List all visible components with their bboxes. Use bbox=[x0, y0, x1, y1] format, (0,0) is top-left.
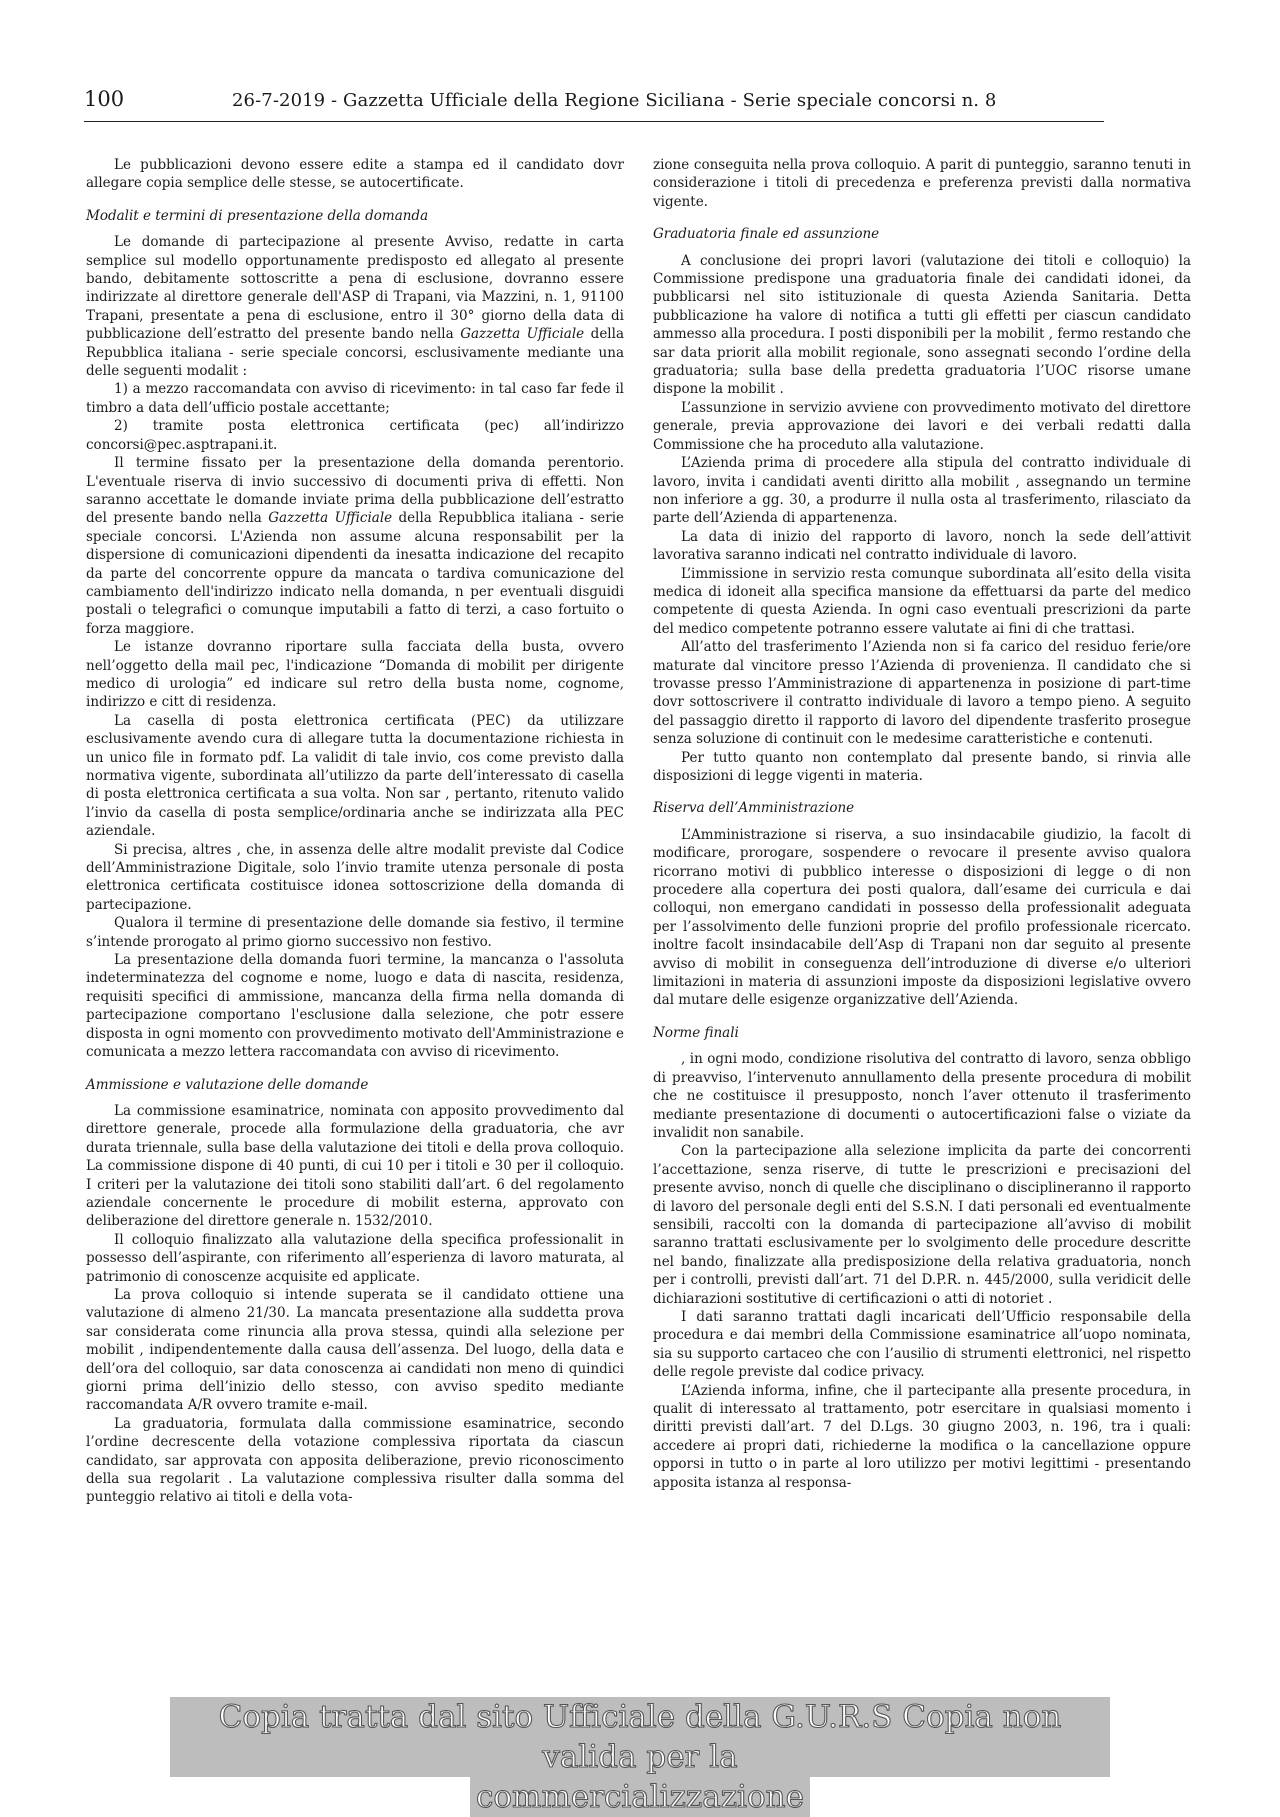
paragraph: Il colloquio finalizzato alla valutazione della specifica professionalit in possesso dell’aspirante, con riferimento all’esperienza di lavoro maturata, al patrimonio di conoscenze acquisite ed applicate. bbox=[86, 1231, 624, 1285]
paragraph: Le pubblicazioni devono essere edite a stampa ed il candidato dovr allegare copia semplice delle stesse, se autocertificate. bbox=[86, 157, 624, 192]
paragraph: La casella di posta elettronica certificata (PEC) da utilizzare esclusivamente avendo cura di allegare tutta la documentazione richiesta in un unico file in formato pdf. La validit di tale invio, cos come previsto dalla normativa vigente, subordinata all’utilizzo da parte dell’interessato di casella di posta elettronica certificata a sua volta. Non sar , pertanto, ritenuto valido l’invio da casella di posta semplice/ordinaria anche se indirizzata alla PEC aziendale. bbox=[86, 712, 624, 840]
paragraph: Qualora il termine di presentazione delle domande sia festivo, il termine s’intende prorogato al primo giorno successivo non festivo. bbox=[86, 915, 624, 950]
paragraph: La prova colloquio si intende superata se il candidato ottiene una valutazione di almeno 21/30. La mancata presentazione alla suddetta prova sar considerata come rinuncia alla prova stessa, quindi alla selezione per mobilit , indipendentemente dalla causa dell’assenza. Del luogo, della data e dell’ora del colloquio, sar data conoscenza ai candidati non meno di quindici giorni prima dell’inizio dello stesso, con avviso spedito mediante raccomandata A/R ovvero tramite e-mail. bbox=[86, 1286, 624, 1414]
gazette-title: 26-7-2019 - Gazzetta Ufficiale della Regione Siciliana - Serie speciale concorsi n. 8 bbox=[232, 90, 997, 111]
page-header bbox=[84, 87, 1104, 122]
paragraph: L’immissione in servizio resta comunque subordinata all’esito della visita medica di idoneit alla specifica mansione da effettuarsi da parte del medico competente di questa Azienda. In ogni caso eventuali prescrizioni da parte del medico competente potranno essere valutate ai fini di che trattasi. bbox=[653, 565, 1191, 637]
paragraph: Il termine fissato per la presentazione della domanda perentorio. L'eventuale riserva di invio successivo di documenti priva di effetti. Non saranno accettate le domande inviate prima della pubblicazione dell’estratto del presente bando nella Gazzetta Ufficiale della Repubblica italiana - serie speciale concorsi. L'Azienda non assume alcuna responsabilit per la dispersione di comunicazioni dipendenti da inesatta indicazione del recapito da parte del concorrente oppure da mancata o tardiva comunicazione del cambiamento dell'indirizzo indicato nella domanda, n per eventuali disguidi postali o telegrafici o comunque imputabili a fatto di terzi, a caso fortuito o forza maggiore. bbox=[86, 455, 625, 637]
paragraph: L’Azienda prima di procedere alla stipula del contratto individuale di lavoro, invita i candidati aventi diritto alla mobilit , assegnando un termine non inferiore a gg. 30, a produrre il nulla osta al trasferimento, rilasciato da parte dell’Azienda di appartenenza. bbox=[653, 455, 1191, 527]
paragraph: Le domande di partecipazione al presente Avviso, redatte in carta semplice sul modello opportunamente predisposto ed allegato al presente bando, debitamente sottoscritte a pena di esclusione, dovranno essere indirizzate al direttore generale dell'ASP di Trapani, via Mazzini, n. 1, 91100 Trapani, presentate a pena di esclusione, entro il 30° giorno della data di pubblicazione dell’estratto del presente bando nella Gazzetta Ufficiale della Repubblica italiana - serie speciale concorsi, esclusivamente mediante una delle seguenti modalit : bbox=[86, 234, 624, 380]
paragraph: zione conseguita nella prova colloquio. A parit di punteggio, saranno tenuti in considerazione i titoli di precedenza e preferenza previsti dalla normativa vigente. bbox=[653, 157, 1191, 210]
paragraph: La presentazione della domanda fuori termine, la mancanza o l'assoluta indeterminatezza del cognome e nome, luogo e data di nascita, residenza, requisiti specifici di ammissione, mancanza della firma nella domanda di partecipazione comportano l'esclusione dalla selezione, che potr essere disposta in ogni momento con provvedimento motivato dell'Amministrazione e comunicata a mezzo lettera raccomandata con avviso di ricevimento. bbox=[86, 952, 624, 1061]
disclaimer-line-2: commercializzazione bbox=[470, 1777, 810, 1817]
paragraph: L’Amministrazione si riserva, a suo insindacabile giudizio, la facolt di modificare, prorogare, sospendere o revocare il presente avviso qualora ricorrano motivi di pubblico interesse o disposizioni di legge o di non procedere alla copertura dei posti qualora, dall’esame dei curricula e dai colloqui, non emergano candidati in possesso della professionalit adeguata per l’assolvimento delle funzioni proprie del profilo professionale ricercato. inoltre facolt insindacabile dell’Asp di Trapani non dar seguito al presente avviso di mobilit in conseguenza dell’introduzione di diverse e/o ulteriori limitazioni in materia di assunzioni imposte da disposizioni legislative ovvero dal mutare delle esigenze organizzative dell’Azienda. bbox=[653, 826, 1191, 1009]
section-heading: Riserva dell’Amministrazione bbox=[653, 800, 855, 817]
paragraph: La data di inizio del rapporto di lavoro, nonch la sede dell’attivit lavorativa saranno indicati nel contratto individuale di lavoro. bbox=[653, 528, 1191, 564]
paragraph: , in ogni modo, condizione risolutiva del contratto di lavoro, senza obbligo di preavviso, l’intervenuto annullamento della presente procedura di mobilit che ne costituisce il presupposto, nonch l’aver ottenuto il trasferimento mediante presentazione di documenti o autocertificazioni false o viziate da invalidit non sanabile. bbox=[653, 1051, 1191, 1141]
paragraph: La commissione esaminatrice, nominata con apposito provvedimento dal direttore generale, procede alla formulazione della graduatoria, che avr durata triennale, sulla base della valutazione dei titoli e della prova colloquio. La commissione dispone di 40 punti, di cui 10 per i titoli e 30 per il colloquio. I criteri per la valutazione dei titoli sono stabiliti dall’art. 6 del regolamento aziendale concernente le procedure di mobilit esterna, approvato con deliberazione del direttore generale n. 1532/2010. bbox=[86, 1102, 624, 1230]
section-heading: Ammissione e valutazione delle domande bbox=[86, 1076, 369, 1093]
section-heading: Modalit e termini di presentazione della domanda bbox=[86, 207, 429, 224]
paragraph: L’Azienda informa, infine, che il partecipante alla presente procedura, in qualit di interessato al trattamento, potr esercitare in qualsiasi momento i diritti previsti dall’art. 7 del D.Lgs. 30 giugno 2003, n. 196, tra i quali: accedere ai propri dati, richiederne la modifica o la cancellazione oppure opporsi in tutto o in parte al loro utilizzo per motivi legittimi - presentando apposita istanza al responsa- bbox=[653, 1382, 1191, 1491]
list-item: 2) tramite posta elettronica certificata (pec) all’indirizzo concorsi@pec.asptrapani.it. bbox=[86, 418, 624, 453]
paragraph: L’assunzione in servizio avviene con provvedimento motivato del direttore generale, previa approvazione dei lavori e dei verbali redatti dalla Commissione che ha proceduto alla valutazione. bbox=[653, 399, 1191, 453]
left-column bbox=[86, 156, 624, 1507]
paragraph: Per tutto quanto non contemplato dal presente bando, si rinvia alle disposizioni di legge vigenti in materia. bbox=[653, 749, 1191, 784]
list-item: 1) a mezzo raccomandata con avviso di ricevimento: in tal caso far fede il timbro a data dell’ufficio postale accettante; bbox=[86, 381, 624, 416]
paragraph: Le istanze dovranno riportare sulla facciata della busta, ovvero nell’oggetto della mail pec, l'indicazione “Domanda di mobilit per dirigente medico di urologia” ed indicare sul retro della busta nome, cognome, indirizzo e citt di residenza. bbox=[86, 639, 624, 711]
page-number: 100 bbox=[84, 87, 125, 111]
paragraph: I dati saranno trattati dagli incaricati dell’Ufficio responsabile della procedura e dai membri della Commissione esaminatrice all’uopo nominata, sia su supporto cartaceo che con l’ausilio di strumenti elettronici, nel rispetto delle regole previste dal codice privacy. bbox=[653, 1308, 1191, 1381]
right-column bbox=[653, 156, 1191, 1492]
paragraph: A conclusione dei propri lavori (valutazione dei titoli e colloquio) la Commissione predispone una graduatoria finale dei candidati idonei, da pubblicarsi nel sito istituzionale di questa Azienda Sanitaria. Detta pubblicazione ha valore di notifica a tutti gli effetti per ciascun candidato ammesso alla procedura. I posti disponibili per la mobilit , fermo restando che sar data priorit alla mobilit regionale, sono assegnati secondo l’ordine della graduatoria; sulla base della predetta graduatoria l’UOC risorse umane dispone la mobilit . bbox=[653, 252, 1191, 398]
section-heading: Norme finali bbox=[653, 1024, 739, 1041]
paragraph: La graduatoria, formulata dalla commissione esaminatrice, secondo l’ordine decrescente della votazione complessiva riportata da ciascun candidato, sar approvata con apposita deliberazione, previo riconoscimento della sua regolarit . La valutazione complessiva risulter dalla somma del punteggio relativo ai titoli e della vota- bbox=[86, 1415, 624, 1506]
paragraph: Con la partecipazione alla selezione implicita da parte dei concorrenti l’accettazione, senza riserve, di tutte le prescrizioni e precisazioni del presente avviso, nonch di quelle che disciplinano o disciplineranno il rapporto di lavoro del personale degli enti del S.S.N. I dati personali ed eventualmente sensibili, raccolti con la domanda di partecipazione all’avviso di mobilit saranno trattati esclusivamente per lo svolgimento delle procedure descritte nel bando, finalizzate alla predisposizione della relativa graduatoria, nonch per i controlli, previsti dall’art. 71 del D.P.R. n. 445/2000, sulla veridicit delle dichiarazioni sostitutive di certificazioni o atti di notoriet . bbox=[653, 1143, 1191, 1307]
copy-disclaimer-banner bbox=[170, 1697, 1110, 1817]
paragraph: Si precisa, altres , che, in assenza delle altre modalit previste dal Codice dell’Amministrazione Digitale, solo l’invio tramite utenza personale di posta elettronica certificata costituisce idonea sottoscrizione della domanda di partecipazione. bbox=[86, 841, 624, 913]
section-heading: Graduatoria finale ed assunzione bbox=[653, 226, 880, 243]
paragraph: All’atto del trasferimento l’Azienda non si fa carico del residuo ferie/ore maturate dal vincitore presso l’Azienda di provenienza. Il candidato che si trovasse presso l’Amministrazione di appartenenza in posizione di part-time dovr sottoscrivere il contratto individuale di lavoro a tempo pieno. A seguito del passaggio diretto il rapporto di lavoro del dipendente trasferito prosegue senza soluzione di continuit con le medesime caratteristiche e contenuti. bbox=[653, 639, 1191, 748]
disclaimer-line-1: Copia tratta dal sito Ufficiale della G.U.R.S Copia non valida per la bbox=[170, 1697, 1110, 1777]
